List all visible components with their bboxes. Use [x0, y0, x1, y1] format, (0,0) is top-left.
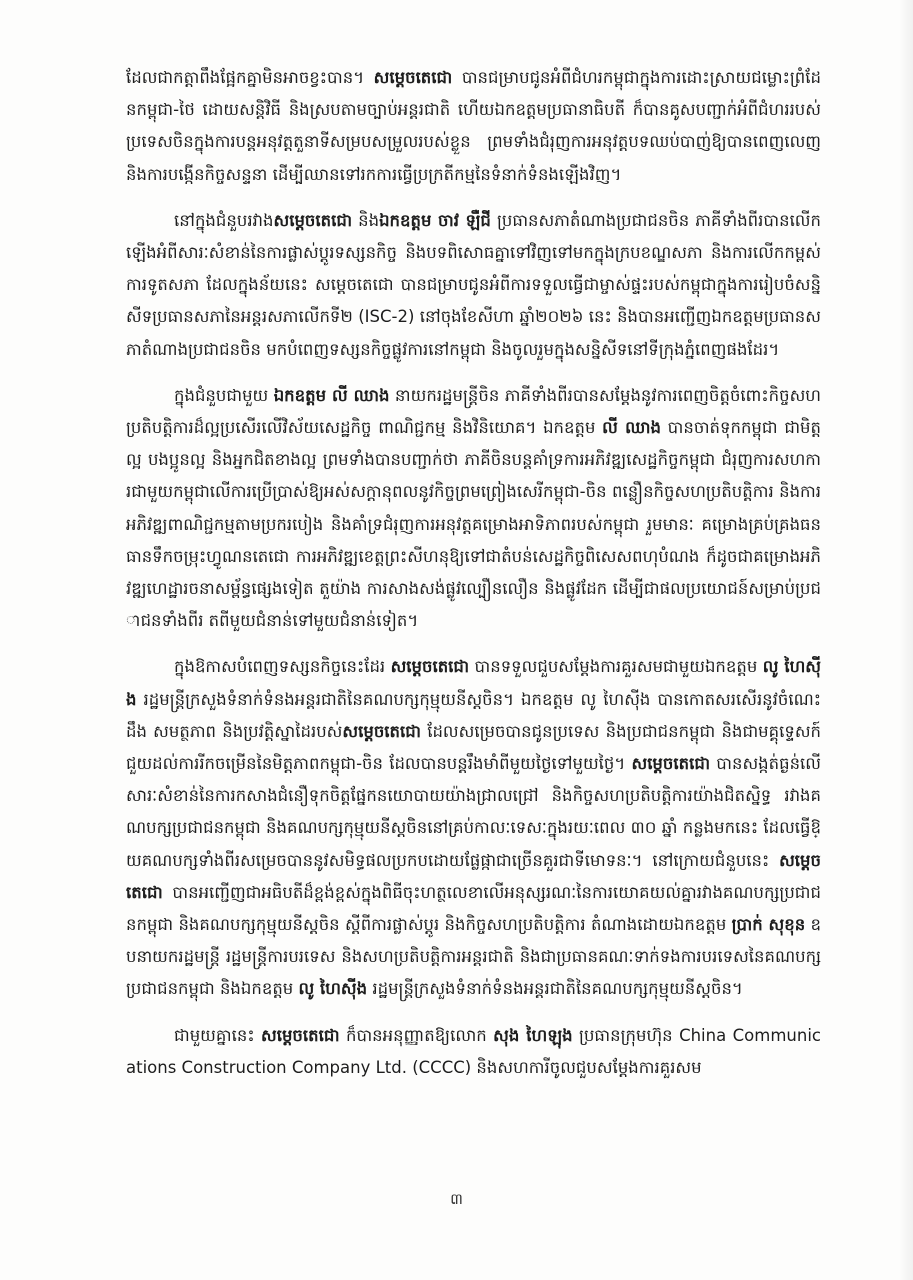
paragraph-text: ក្នុងជំនួបជាមួយ: [174, 385, 274, 405]
paragraph-text: ប្រធានសភាតំណាងប្រជាជនចិន ភាគីទាំងពីរបានលើកឡើងអំពីសារៈសំខាន់នៃការផ្លាស់ប្តូរទស្សនកិច្ច និងបទពិសោធគ្នាទៅវិញទៅមកក្នុងក្របខណ្ឌសភា និងការលើកកម្ពស់ការទូតសភា ដែលក្នុងន័យនេះ សម្តេចតេជោ បានជម្រាបជូនអំពីការទទួលធ្វើជាម្ចាស់ផ្ទះរបស់កម្ពុជាក្នុងការរៀបចំសន្និសីទប្រធានសភានៃអន្តរសភាលើកទី២ (ISC-2) នៅចុងខែសីហា ឆ្នាំ២០២៦ នេះ និងបានអញ្ជើញឯកឧត្តមប្រធានសភាតំណាងប្រជាជនចិន មកបំពេញទស្សនកិច្ចផ្លូវការនៅកម្ពុជា និងចូលរួមក្នុងសន្និសីទនៅទីក្រុងភ្នំពេញផងដែរ។: [126, 210, 821, 359]
paragraph: [126, 1020, 821, 1084]
bold-name-text: សម្តេចតេជោ: [342, 721, 421, 741]
paragraph-text: និង: [352, 210, 380, 230]
page-edge-shadow: [899, 0, 913, 1280]
paragraph-text: រដ្ឋមន្ត្រីក្រសួងទំនាក់ទំនងអន្តរជាតិនៃគណបក្សកុម្មុយនីស្តចិន។ ឯកឧត្តម លូ ហៃស៊ីង បានកោតសរសើរនូវចំណេះដឹង សមត្ថភាព និងប្រវត្តិស្នាដៃរបស់: [126, 689, 821, 741]
bold-name-text: ប្រាក់ សុខុន: [731, 915, 806, 935]
bold-name-text: សម្តេចតេជោ: [126, 850, 821, 902]
paragraph: [126, 62, 821, 191]
paragraph-text: បានជម្រាបជូនអំពីជំហរកម្ពុជាក្នុងការដោះស្រាយជម្លោះព្រំដែនកម្ពុជា-ថៃ ដោយសន្តិវិធី និងស្របតាមច្បាប់អន្តរជាតិ ហើយឯកឧត្តមប្រធានាធិបតី ក៏បានគូសបញ្ជាក់អំពីជំហររបស់ប្រទេសចិនក្នុងការបន្តអនុវត្តតួនាទីសម្របសម្រួលរបស់ខ្លួន ព្រមទាំងជំរុញការអនុវត្តបទឈប់បាញ់ឱ្យបានពេញលេញ និងការបង្កើនកិច្ចសន្ទនា ដើម្បីឈានទៅរកការធ្វើប្រក្រតីកម្មនៃទំនាក់ទំនងឡើងវិញ។: [126, 68, 821, 184]
paragraph-text: នាយករដ្ឋមន្ត្រីចិន ភាគីទាំងពីរបានសម្តែងនូវការពេញចិត្តចំពោះកិច្ចសហប្រតិបត្តិការដ៏ល្អប្រសើរលើវិស័យសេដ្ឋកិច្ច ពាណិជ្ជកម្ម និងវិនិយោគ។ ឯកឧត្តម: [126, 385, 821, 438]
bold-name-text: សម្តេចតេជោ: [390, 657, 470, 677]
bold-name-text: សម្តេចតេជោ: [373, 68, 453, 87]
paragraph-text: ដែលសម្រេចបានជូនប្រទេស និងប្រជាជនកម្ពុជា និងជាមគ្គុទ្ទេសក៍ជួយដល់ការរីកចម្រើននៃមិត្តភាពកម្ពុជា-ចិន ដែលបានបន្តរឹងមាំពីមួយថ្ងៃទៅមួយថ្ងៃ។: [126, 721, 822, 774]
paragraph-text: បានទទួលជួបសម្តែងការគួរសមជាមួយឯកឧត្តម: [469, 657, 763, 677]
bold-name-text: លូ ហៃស៊ីង: [126, 657, 821, 709]
bold-name-text: ឯកឧត្តម លី ឈាង: [273, 385, 390, 405]
paragraph-text: ដែលជាកត្តាពឹងផ្អែកគ្នាមិនអាចខ្វះបាន។: [126, 68, 374, 87]
bold-name-text: សម្តេចតេជោ: [273, 210, 353, 230]
paragraph-text: ក្នុងឱកាសបំពេញទស្សនកិច្ចនេះដែរ: [174, 657, 391, 677]
bold-name-text: សម្តេចតេជោ: [261, 1025, 340, 1045]
paragraph-text: ក៏បានអនុញ្ញាតឱ្យលោក: [339, 1025, 494, 1045]
bold-name-text: ឯកឧត្តម ចាវ ឡឺជី: [379, 210, 491, 230]
paragraph: [126, 380, 821, 638]
paragraph: [126, 651, 821, 1005]
paragraph-text: នៅក្នុងជំនួបរវាង: [174, 210, 274, 230]
paragraph-text: ឧបនាយករដ្ឋមន្ត្រី រដ្ឋមន្ត្រីការបរទេស និងសហប្រតិបត្តិការអន្តរជាតិ និងជាប្រធានគណៈទាក់ទងការបរទេសនៃគណបក្សប្រជាជនកម្ពុជា និងឯកឧត្តម: [126, 915, 821, 999]
paragraph-text: បានសង្កត់ធ្ងន់លើសារៈសំខាន់នៃការកសាងជំនឿទុកចិត្តផ្នែកនយោបាយយ៉ាងជ្រាលជ្រៅ និងកិច្ចសហប្រតិបត្តិការយ៉ាងជិតស្និទ្ធ រវាងគណបក្សប្រជាជនកម្ពុជា និងគណបក្សកុម្មុយនីស្តចិននៅគ្រប់កាលៈទេសៈក្នុងរយៈពេល ៣០ ឆ្នាំ កន្លងមកនេះ ដែលធ្វើឱ្យគណបក្សទាំងពីរសម្រេចបាននូវសមិទ្ធផលប្រកបដោយផ្លែផ្កាជាច្រើនគួរជាទីមោទនៈ។ នៅក្រោយជំនួបនេះ: [126, 754, 821, 870]
document-body: [126, 62, 821, 1084]
paragraph-text: បានអញ្ជើញជាអធិបតីដ៏ខ្ពង់ខ្ពស់ក្នុងពិធីចុះហត្ថលេខាលើអនុស្សរណៈនៃការយោគយល់គ្នារវាងគណបក្សប្រជាជនកម្ពុជា និងគណបក្សកុម្មុយនីស្តចិន ស្តីពីការផ្លាស់ប្តូរ និងកិច្ចសហប្រតិបត្តិការ តំណាងដោយឯកឧត្តម: [126, 882, 821, 935]
paragraph-text: រដ្ឋមន្ត្រីក្រសួងទំនាក់ទំនងអន្តរជាតិនៃគណបក្សកុម្មុយនីស្តចិន។: [367, 979, 743, 999]
bold-name-text: សម្តេចតេជោ: [631, 754, 711, 774]
bold-name-text: លី ឈាង: [602, 418, 661, 438]
paragraph-text: ប្រធានក្រុមហ៊ុន China Communications Construction Company Ltd. (CCCC) និងសហការីចូលជួបសម្តែងការគួរសម: [126, 1025, 821, 1077]
bold-name-text: លូ ហៃស៊ីង: [298, 979, 368, 999]
bold-name-text: សុង ហៃឡុង: [493, 1025, 573, 1045]
page-number: ៣: [450, 1190, 463, 1208]
paragraph: [126, 205, 821, 366]
paragraph-text: ជាមួយគ្នានេះ: [174, 1025, 261, 1045]
paragraph-text: បានចាត់ទុកកម្ពុជា ជាមិត្តល្អ បងប្អូនល្អ និងអ្នកជិតខាងល្អ ព្រមទាំងបានបញ្ជាក់ថា ភាគីចិនបន្តគាំទ្រការអភិវឌ្ឍសេដ្ឋកិច្ចកម្ពុជា ជំរុញការសហការជាមួយកម្ពុជាលើការប្រើប្រាស់ឱ្យអស់សក្តានុពលនូវកិច្ចព្រមព្រៀងសេរីកម្ពុជា-ចិន ពន្លឿនកិច្ចសហប្រតិបត្តិការ និងការអភិវឌ្ឍពាណិជ្ជកម្មតាមប្រករបៀង និងគាំទ្រជំរុញការអនុវត្តគម្រោងអាទិភាពរបស់កម្ពុជា រួមមានៈ គម្រោងគ្រប់គ្រងធនធានទឹកចម្រុះហ្វូណនតេជោ ការអភិវឌ្ឍខេត្តព្រះសីហនុឱ្យទៅជាតំបន់សេដ្ឋកិច្ចពិសេសពហុបំណង ក៏ដូចជាគម្រោងអភិវឌ្ឍហេដ្ឋារចនាសម្ព័ន្ធផ្សេងទៀត តួយ៉ាង ការសាងសង់ផ្លូវល្បឿនលឿន និងផ្លូវដែក ដើម្បីជាផលប្រយោជន៍សម្រាប់ប្រជាជនទាំងពីរ តពីមួយជំនាន់ទៅមួយជំនាន់ទៀត។: [126, 418, 821, 631]
